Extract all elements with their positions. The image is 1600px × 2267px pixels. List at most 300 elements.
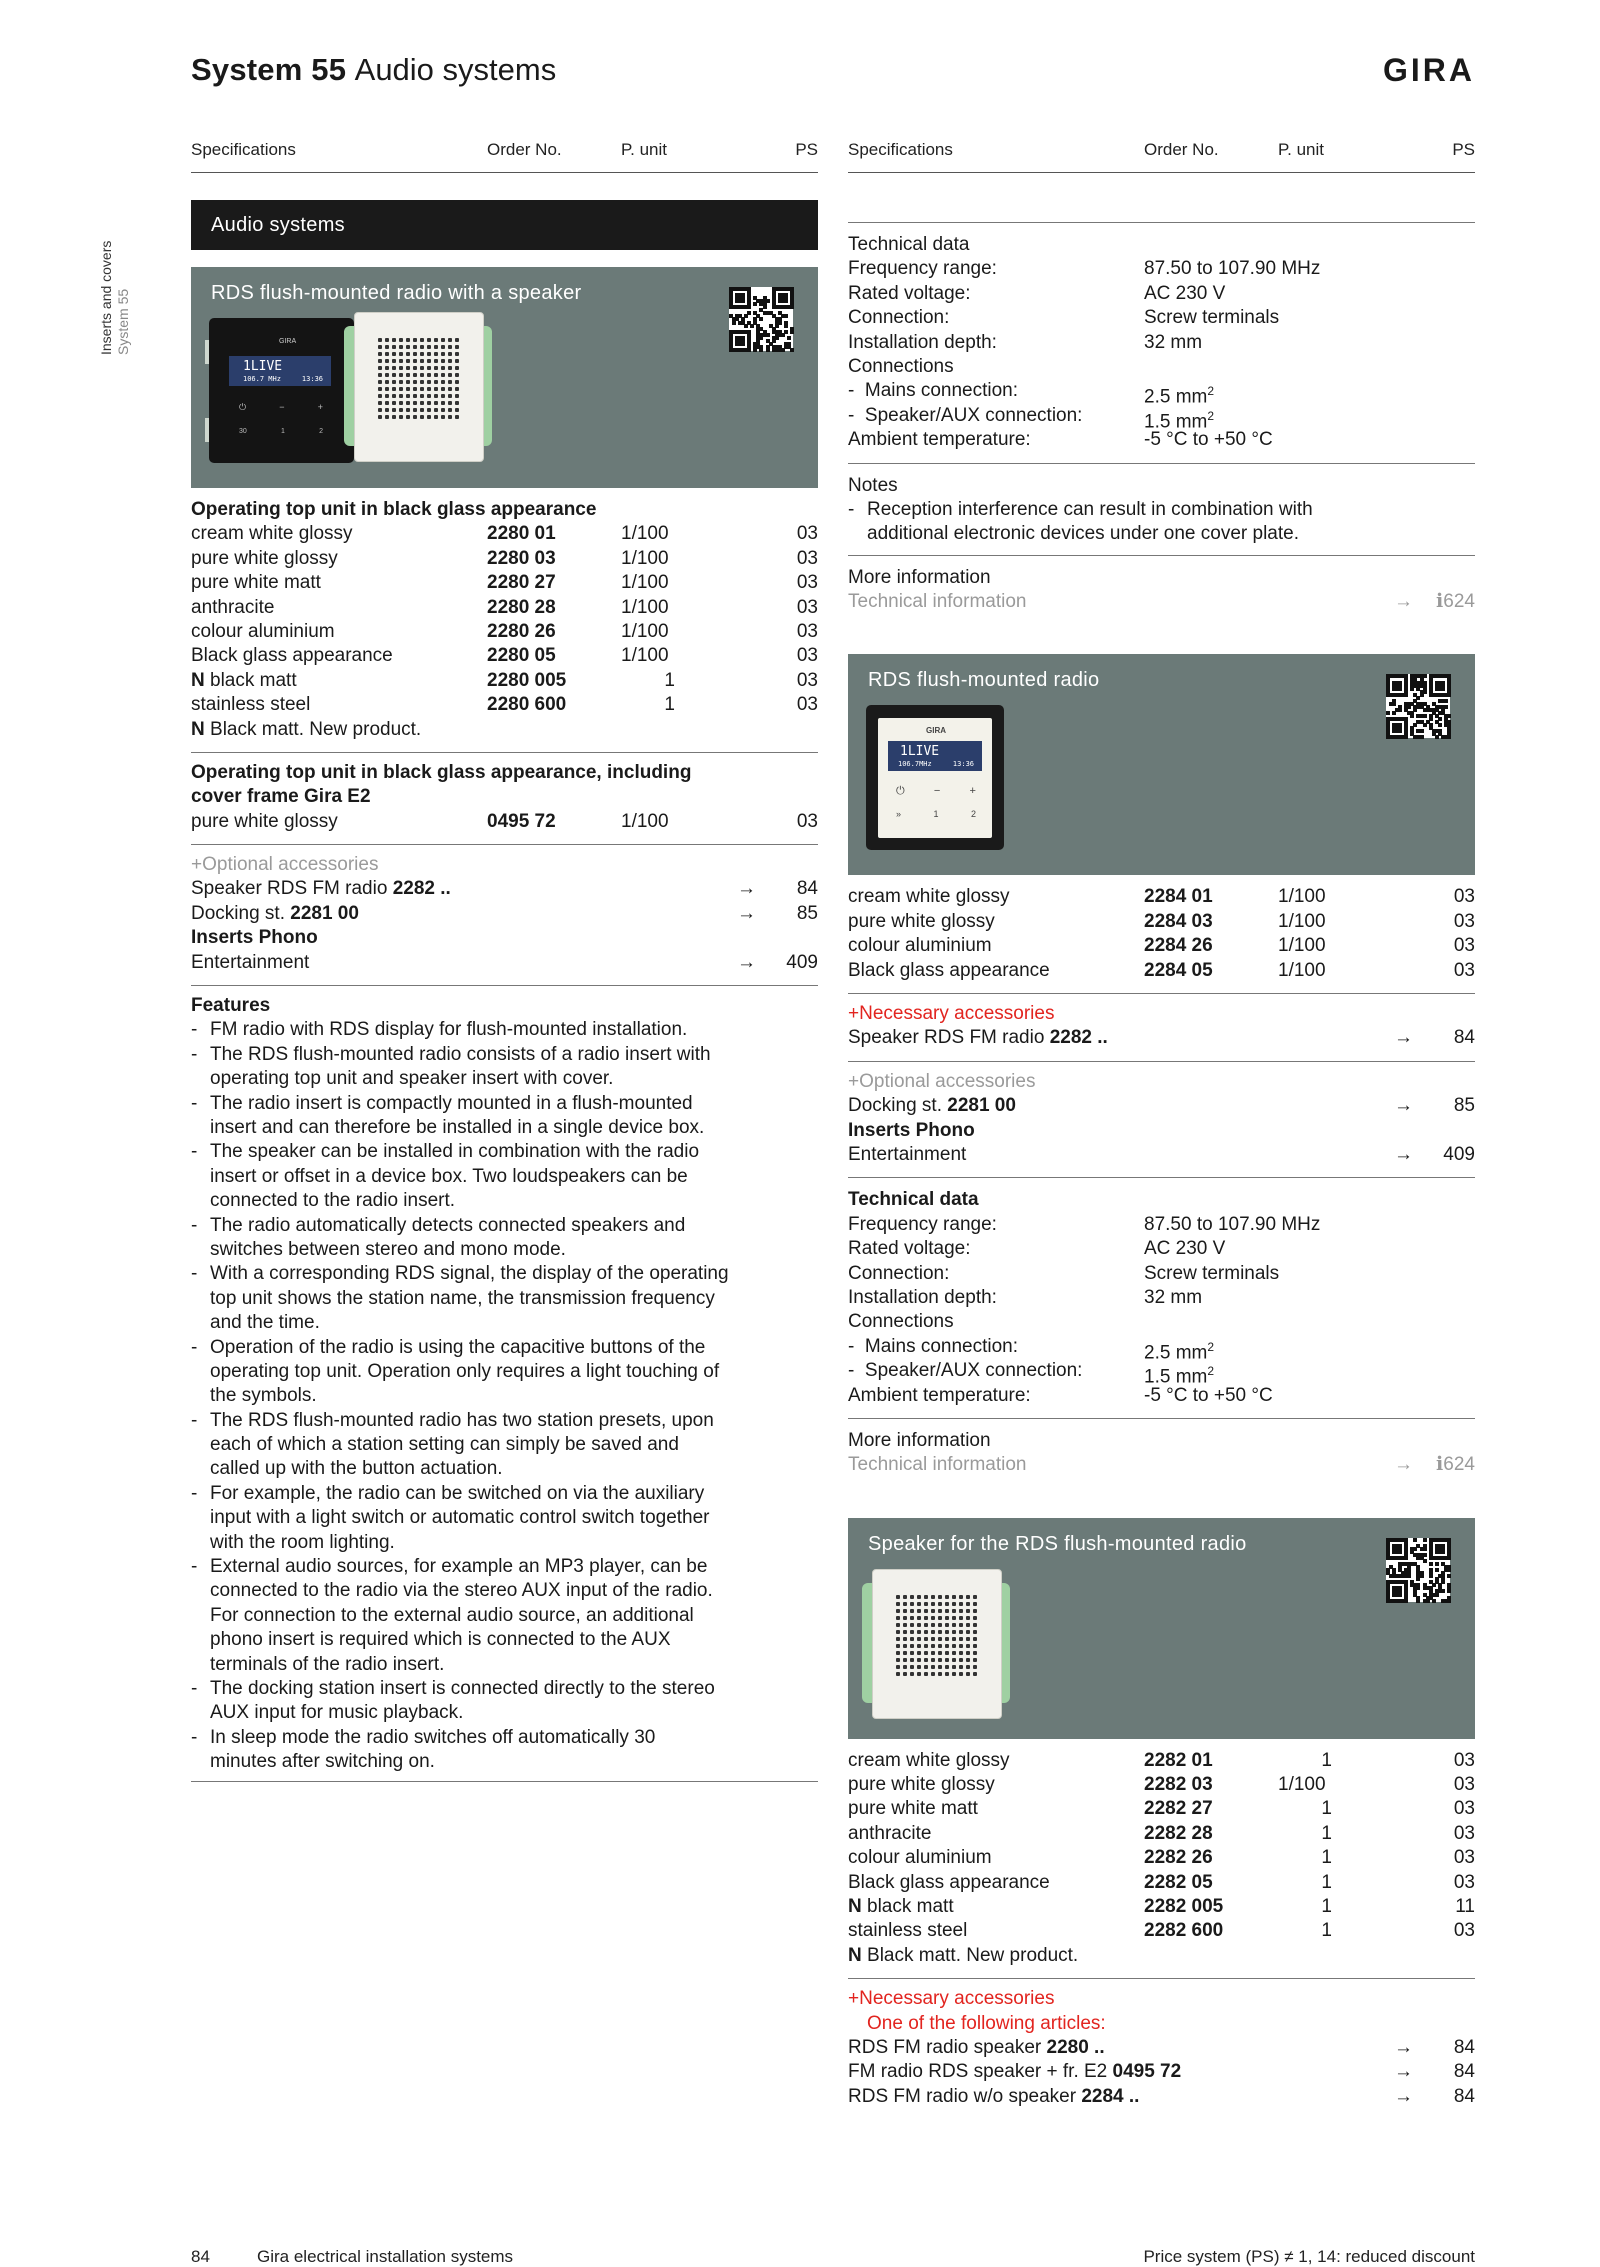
row-unit: 1/100: [621, 810, 669, 832]
col-order: Order No.: [487, 140, 562, 159]
group-note: [848, 1944, 1475, 1968]
spec-row: [848, 1262, 1475, 1286]
table-row: [191, 669, 818, 693]
accessory-row[interactable]: [848, 1026, 1475, 1050]
accessory-text: Entertainment: [848, 1143, 967, 1165]
table-row: [848, 1895, 1475, 1919]
spec-row: - Mains connection: 2.5 $mm^2$: [848, 1335, 1215, 1364]
notes-title: Notes: [848, 474, 898, 496]
speaker-grille: [896, 1595, 977, 1676]
table-row: [848, 1773, 1475, 1797]
arrow-right-icon: →: [1394, 1027, 1413, 1049]
row-unit: 1: [1321, 1896, 1332, 1918]
row-unit: 1/100: [1278, 935, 1326, 957]
feature-item: [191, 1336, 818, 1409]
display-time: 13:36: [301, 375, 323, 383]
tech-info-link[interactable]: Technical information: [848, 591, 1027, 613]
spec-key: Ambient temperature:: [848, 429, 1031, 451]
accessory-text: RDS FM radio w/o speaker: [848, 2085, 1082, 2107]
row-unit: 1/100: [621, 547, 669, 569]
spec-row: - Speaker/AUX connection: 1.5 $mm^2$: [848, 1360, 1215, 1388]
table-row: [191, 522, 818, 546]
qr-code[interactable]: [1386, 1538, 1450, 1602]
spec-row: [848, 257, 1475, 281]
product-box-radio-speaker: [191, 267, 818, 488]
optional-title-text: Optional accessories: [859, 1070, 1036, 1092]
spec-row: [848, 331, 1475, 355]
feature-line: with the room lighting.: [210, 1531, 395, 1553]
row-order: 2284 26: [1144, 935, 1213, 957]
optional-title: [848, 1070, 1475, 1094]
row-unit: 1/100: [1278, 910, 1326, 932]
page-header: [191, 52, 1475, 96]
superscript: 2: [1207, 1339, 1215, 1354]
row-unit: 1: [1321, 1871, 1332, 1893]
spec-value: AC 230 V: [1144, 282, 1226, 304]
table-row: [848, 1822, 1475, 1846]
row-order: 2282 005: [1144, 1896, 1224, 1918]
arrow-right-icon: →: [737, 902, 756, 924]
table-row: [191, 571, 818, 595]
spec-value: 1.5 mm: [1144, 1366, 1208, 1388]
display-frequency: 106.7MHz: [898, 760, 932, 769]
features-title: Features: [191, 995, 271, 1017]
spec-key: Rated voltage:: [848, 1238, 971, 1260]
row-unit: 1/100: [621, 620, 669, 642]
row-unit: 1: [1321, 1822, 1332, 1844]
accessory-row[interactable]: [191, 877, 818, 901]
necessary-subtitle: [848, 2012, 1475, 2036]
group-note: [191, 718, 818, 742]
feature-line: each of which a station setting can simply be saved and: [210, 1434, 679, 1456]
row-order: 2282 03: [1144, 1774, 1213, 1796]
row-ps: 03: [796, 620, 818, 642]
accessory-order: 2282 ..: [392, 878, 451, 900]
arrow-right-icon: →: [1394, 2061, 1413, 2083]
table-row: [191, 620, 818, 644]
spec-key: Mains connection:: [864, 1335, 1019, 1357]
spec-value: Screw terminals: [1144, 1262, 1280, 1284]
product-box-speaker: [848, 1518, 1475, 1739]
power-icon: ⏻: [896, 785, 905, 798]
row-name: pure white glossy: [848, 1774, 995, 1796]
feature-line: - The speaker can be installed in combination with the radio: [210, 1141, 700, 1163]
row-order: 2284 05: [1144, 959, 1213, 981]
accessory-text: Docking st.: [848, 1095, 948, 1117]
note-line: additional electronic devices under one cover plate.: [867, 523, 1299, 545]
notes: [848, 474, 1475, 547]
right-column: [848, 138, 1475, 2109]
necessary-accessories: [848, 1002, 1475, 1051]
minus-icon: −: [279, 402, 285, 412]
spec-value: 2.5 mm: [1144, 386, 1208, 408]
side-tab: [98, 225, 138, 365]
power-icon: ⏻: [239, 402, 247, 412]
row-name: pure white matt: [848, 1798, 978, 1820]
row-name: stainless steel: [848, 1920, 968, 1942]
row-ps: 03: [1453, 1847, 1475, 1869]
feature-line: - FM radio with RDS display for flush-mounted installation.: [210, 1019, 688, 1041]
feature-item: [191, 1214, 818, 1263]
table-row: [848, 1846, 1475, 1870]
order-table: [191, 522, 818, 717]
spec-row: - Speaker/AUX connection: 1.5 $mm^2$: [848, 404, 1215, 433]
page-ref[interactable]: 84: [1453, 2061, 1475, 2083]
device-icons-row: [896, 785, 976, 798]
accessory-text: Docking st.: [191, 902, 291, 924]
device-key-2: 2: [319, 428, 323, 435]
table-row: [191, 693, 818, 717]
accessory-row[interactable]: [848, 1094, 1475, 1118]
accessory-order: 2281 00: [947, 1095, 1016, 1117]
series-title: System 55: [191, 52, 347, 87]
note-text: Black matt. New product.: [210, 718, 422, 740]
spec-value: 1.5 mm: [1144, 411, 1208, 433]
page-ref[interactable]: 409: [1443, 1143, 1475, 1165]
necessary-title-text: Necessary accessories: [859, 1988, 1055, 2010]
optional-accessories: [191, 853, 818, 975]
display-frequency: 106.7 MHz: [243, 375, 281, 383]
page-ref[interactable]: 409: [786, 951, 818, 973]
plus-icon: +: [969, 785, 976, 798]
table-row: [191, 547, 818, 571]
spec-value: 87.50 to 107.90 MHz: [1144, 258, 1321, 280]
table-row: [191, 596, 818, 620]
feature-line: - The radio automatically detects connected speakers and: [210, 1214, 686, 1236]
subject-title: Audio systems: [354, 52, 557, 87]
row-unit: 1/100: [621, 596, 669, 618]
row-order: 2282 26: [1144, 1847, 1213, 1869]
spec-value: 32 mm: [1144, 331, 1203, 353]
accessory-text: Entertainment: [191, 951, 310, 973]
row-ps: 03: [796, 523, 818, 545]
spec-key: Speaker/AUX connection:: [864, 404, 1083, 426]
row-order: 2282 01: [1144, 1749, 1213, 1771]
necessary-subtitle-text: One of the following articles:: [867, 2012, 1106, 2034]
feature-line: For connection to the external audio source, an additional: [210, 1604, 694, 1626]
feature-item: [191, 1409, 818, 1482]
qr-code[interactable]: [729, 287, 793, 351]
row-ps: 03: [1453, 935, 1475, 957]
accessory-row[interactable]: [848, 2036, 1475, 2060]
accessory-text: Speaker RDS FM radio: [848, 1027, 1050, 1049]
spec-key: Speaker/AUX connection:: [864, 1360, 1083, 1382]
spec-row: - Mains connection: 2.5 $mm^2$: [848, 380, 1215, 408]
device-icons-row: [239, 402, 323, 413]
optional-accessories: [848, 1070, 1475, 1168]
tech-title: Technical data: [848, 1189, 979, 1211]
row-ps: 03: [796, 694, 818, 716]
feature-line: terminals of the radio insert.: [210, 1653, 445, 1675]
row-ps: 03: [796, 669, 818, 691]
optional-title: [191, 853, 818, 877]
necessary-accessories-2: [848, 1987, 1475, 2109]
col-unit: P. unit: [1278, 140, 1325, 159]
device-key-sleep: »: [896, 809, 902, 820]
spec-value: -5 °C to +50 °C: [1144, 429, 1273, 451]
row-unit: 1/100: [621, 572, 669, 594]
accessory-row[interactable]: [191, 902, 818, 926]
spec-key: Installation depth:: [848, 331, 997, 353]
plus-icon: +: [317, 402, 323, 412]
device-key-1: 1: [933, 809, 939, 820]
side-tab-line2: System 55: [115, 288, 131, 355]
spec-key: Rated voltage:: [848, 282, 971, 304]
row-name: cream white glossy: [191, 523, 353, 545]
info-icon: ℹ: [1436, 1454, 1444, 1476]
necessary-title: [848, 1002, 1475, 1026]
feature-line: - With a corresponding RDS signal, the display of the operating: [210, 1263, 729, 1285]
spec-key: Connection:: [848, 307, 950, 329]
row-ps: 03: [1453, 959, 1475, 981]
device-keys-row: [239, 428, 323, 435]
feature-line: - The RDS flush-mounted radio consists of a radio insert with: [210, 1043, 711, 1065]
row-unit: 1: [1321, 1920, 1332, 1942]
row-name: black matt: [867, 1896, 954, 1918]
row-ps: 03: [796, 810, 818, 832]
table-row: [191, 644, 818, 668]
group-speaker: [848, 1749, 1475, 1969]
feature-item: [191, 1092, 818, 1141]
new-product-marker: N: [848, 1896, 862, 1918]
feature-item: [191, 1726, 818, 1775]
col-specs: Specifications: [191, 140, 296, 159]
row-ps: 03: [796, 596, 818, 618]
accessory-order: 2282 ..: [1049, 1027, 1108, 1049]
row-unit: 1: [664, 694, 675, 716]
row-name: pure white matt: [191, 572, 321, 594]
group-title-line2: cover frame Gira E2: [191, 786, 371, 808]
feature-line: - For example, the radio can be switched on via the auxiliary: [210, 1482, 705, 1504]
arrow-right-icon: →: [737, 878, 756, 900]
feature-item: [191, 1482, 818, 1555]
spec-row: [848, 1213, 1475, 1237]
spec-row: [848, 1384, 1475, 1408]
table-row: [848, 885, 1475, 909]
feature-item: [191, 1262, 818, 1335]
info-page-ref[interactable]: [1436, 590, 1475, 614]
accessory-text: FM radio RDS speaker + fr. E2: [848, 2061, 1113, 2083]
row-order: 2282 600: [1144, 1920, 1224, 1942]
feature-line: - Operation of the radio is using the capacitive buttons of the: [210, 1336, 706, 1358]
note-line: - Reception interference can result in combination with: [867, 498, 1313, 520]
plus-icon: +: [848, 1070, 860, 1092]
feature-line: insert and can therefore be installed in a single device box.: [210, 1116, 705, 1138]
row-name: anthracite: [191, 596, 275, 618]
page-ref[interactable]: 85: [1453, 1095, 1475, 1117]
row-ps: 03: [796, 645, 818, 667]
info-ref-number: 624: [1443, 591, 1475, 613]
col-specs: Specifications: [848, 140, 953, 159]
spec-key: Ambient temperature:: [848, 1384, 1031, 1406]
section-bar: Audio systems: [191, 200, 818, 250]
device-brand: GIRA: [926, 726, 946, 736]
display-station: 1LIVE: [900, 744, 940, 760]
row-order: 0495 72: [487, 810, 556, 832]
row-ps: 03: [1453, 1749, 1475, 1771]
spec-row: [848, 306, 1475, 330]
plus-icon: +: [191, 854, 203, 876]
radio-device-image: [866, 705, 1004, 850]
table-row: [848, 910, 1475, 934]
order-table: [848, 1749, 1475, 1944]
connections-label: Connections: [848, 1311, 954, 1333]
spec-row: [848, 282, 1475, 306]
accessory-order: 2281 00: [290, 902, 359, 924]
row-ps: 03: [1453, 1798, 1475, 1820]
display-time: 13:36: [952, 760, 974, 769]
spec-value: Screw terminals: [1144, 307, 1280, 329]
features: [191, 994, 818, 1775]
more-info-title: More information: [848, 566, 991, 588]
row-order: 2280 27: [487, 572, 556, 594]
feature-item: [191, 1677, 818, 1726]
radio-device-image: [209, 318, 354, 463]
spec-key: Connection:: [848, 1262, 950, 1284]
page-ref[interactable]: 84: [1453, 2036, 1475, 2058]
row-unit: 1/100: [1278, 959, 1326, 981]
feature-line: connected to the radio via the stereo AUX input of the radio.: [210, 1580, 713, 1602]
technical-data-1: [848, 233, 1475, 453]
feature-line: connected to the radio insert.: [210, 1190, 456, 1212]
spec-value: 87.50 to 107.90 MHz: [1144, 1213, 1321, 1235]
box-title: Speaker for the RDS flush-mounted radio: [868, 1532, 1247, 1555]
arrow-right-icon: →: [1394, 591, 1413, 613]
minus-icon: −: [933, 785, 941, 798]
display-station: 1LIVE: [243, 359, 283, 374]
accessory-order: 0495 72: [1112, 2061, 1182, 2083]
row-order: 2284 01: [1144, 886, 1213, 908]
page-ref[interactable]: 84: [796, 878, 818, 900]
page-ref[interactable]: 84: [1453, 1027, 1475, 1049]
info-page-ref[interactable]: [1436, 1453, 1475, 1477]
row-unit: 1: [1321, 1798, 1332, 1820]
column-header: [848, 138, 1475, 173]
column-header: [191, 138, 818, 173]
arrow-right-icon: →: [1394, 2036, 1413, 2058]
table-row: [848, 1749, 1475, 1773]
row-ps: 03: [1453, 910, 1475, 932]
footer-company: Gira electrical installation systems: [257, 2247, 514, 2266]
side-tab-line1: Inserts and covers: [98, 240, 114, 355]
feature-line: switches between stereo and mono mode.: [210, 1238, 566, 1260]
row-ps: 03: [796, 572, 818, 594]
device-display: [229, 356, 331, 386]
row-ps: 03: [1453, 1871, 1475, 1893]
accessory-row[interactable]: [848, 2085, 1475, 2109]
spec-value: AC 230 V: [1144, 1238, 1226, 1260]
accessory-row[interactable]: [191, 951, 818, 975]
feature-line: operating top unit. Operation only requires a light touching of: [210, 1360, 720, 1382]
device-keys-row: [896, 809, 976, 819]
note-prefix: N: [191, 718, 205, 740]
feature-item: [191, 1555, 818, 1677]
tech-info-link[interactable]: Technical information: [848, 1454, 1027, 1476]
row-ps: 03: [796, 547, 818, 569]
row-unit: 1: [1321, 1749, 1332, 1771]
accessory-list: [191, 877, 818, 926]
feature-line: the symbols.: [210, 1385, 317, 1407]
more-information-1: [848, 566, 1475, 615]
technical-data-2: [848, 1188, 1475, 1408]
more-info-link-row[interactable]: [848, 590, 1475, 614]
row-name: stainless steel: [191, 694, 311, 716]
device-key-sleep: 30: [239, 428, 247, 435]
row-ps: 11: [1455, 1896, 1475, 1918]
optional-title-text: Optional accessories: [202, 854, 379, 876]
more-information-2: [848, 1429, 1475, 1478]
phono-title: Inserts Phono: [191, 927, 318, 949]
accessory-order: 2280 ..: [1046, 2036, 1105, 2058]
feature-line: - External audio sources, for example an MP3 player, can be: [210, 1556, 708, 1578]
info-ref-number: 624: [1443, 1454, 1475, 1476]
superscript: 2: [1207, 1364, 1215, 1379]
qr-code[interactable]: [1386, 674, 1450, 738]
feature-line: - In sleep mode the radio switches off automatically 30: [210, 1726, 656, 1748]
page-ref[interactable]: 84: [1453, 2085, 1475, 2107]
arrow-right-icon: →: [1394, 1454, 1413, 1476]
row-order: 2282 27: [1144, 1798, 1213, 1820]
row-name: Black glass appearance: [848, 959, 1050, 981]
spec-key: Frequency range:: [848, 258, 997, 280]
spec-value: 2.5 mm: [1144, 1342, 1208, 1364]
footer-note: Price system (PS) ≠ 1, 14: reduced discount: [1143, 2247, 1475, 2266]
features-list: [191, 1018, 818, 1774]
feature-line: - The radio insert is compactly mounted in a flush-mounted: [210, 1092, 693, 1114]
note-prefix: N: [848, 1944, 862, 1966]
feature-line: input with a light switch or automatic control switch together: [210, 1507, 710, 1529]
col-unit: P. unit: [621, 140, 668, 159]
necessary-title-text: Necessary accessories: [859, 1003, 1055, 1025]
row-unit: 1/100: [1278, 1774, 1326, 1796]
superscript: 2: [1207, 384, 1215, 399]
arrow-right-icon: →: [737, 951, 756, 973]
row-name: colour aluminium: [191, 620, 335, 642]
row-name: pure white glossy: [191, 547, 338, 569]
feature-item: [191, 1018, 818, 1042]
row-unit: 1/100: [621, 645, 669, 667]
row-order: 2282 05: [1144, 1871, 1213, 1893]
page-ref[interactable]: 85: [796, 902, 818, 924]
accessory-order: 2284 ..: [1081, 2085, 1140, 2107]
phono-title: Inserts Phono: [848, 1119, 975, 1141]
tech-title: Technical data: [848, 234, 970, 255]
order-table: [848, 885, 1475, 983]
accessory-text: RDS FM radio speaker: [848, 2036, 1047, 2058]
device-display: [888, 741, 982, 771]
row-ps: 03: [1453, 1774, 1475, 1796]
row-order: 2282 28: [1144, 1822, 1213, 1844]
plus-icon: +: [848, 1003, 860, 1025]
more-info-link-row[interactable]: [848, 1453, 1475, 1477]
speaker-device-image: [348, 312, 488, 460]
feature-line: - The RDS flush-mounted radio has two station presets, upon: [210, 1409, 714, 1431]
left-column: [191, 138, 818, 1782]
row-unit: 1: [664, 669, 675, 691]
accessory-row[interactable]: [848, 2060, 1475, 2084]
spec-key: Installation depth:: [848, 1286, 997, 1308]
row-name: Black glass appearance: [848, 1871, 1050, 1893]
row-order: 2280 28: [487, 596, 556, 618]
gira-logo: GIRA: [1383, 52, 1475, 88]
speaker-device-image: [866, 1569, 1006, 1717]
device-key-1: 1: [280, 428, 285, 435]
row-name: cream white glossy: [848, 886, 1010, 908]
device-key-2: 2: [970, 809, 976, 820]
accessory-row[interactable]: [848, 1143, 1475, 1167]
row-ps: 03: [1453, 1822, 1475, 1844]
row-unit: 1/100: [621, 523, 669, 545]
